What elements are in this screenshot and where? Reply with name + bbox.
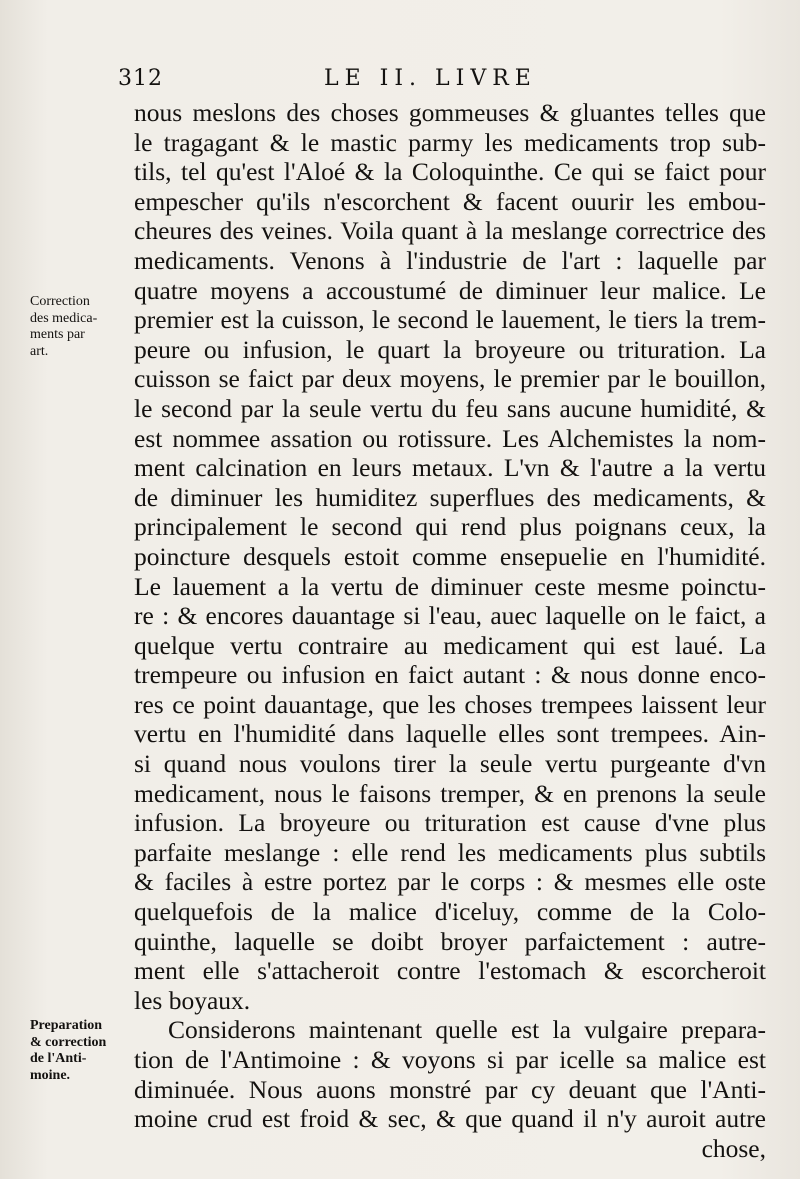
text-line: vertu en l'humidité dans laquelle elles sont trempees. Ain- — [134, 719, 766, 749]
margin-note-line: & correction — [30, 1034, 107, 1050]
text-line: trempeure ou infusion en faict autant : & nous donne enco- — [134, 660, 766, 690]
catchword: chose, — [701, 1133, 766, 1163]
text-line: diminuée. Nous auons monstré par cy deuant que l'Anti- — [134, 1074, 766, 1104]
text-line: medicaments. Venons à l'industrie de l'art : laquelle par — [134, 245, 766, 275]
margin-note-preparation — [30, 1018, 130, 1084]
text-line: parfaite meslange : elle rend les medicaments plus subtils — [134, 837, 766, 867]
page-header — [118, 66, 768, 96]
text-line: ment elle s'attacheroit contre l'estomach & escorcheroit — [134, 956, 766, 986]
text-line: le second par la seule vertu du feu sans aucune humidité, & — [134, 393, 766, 423]
margin-note-correction — [30, 294, 130, 360]
margin-note-line: ments par — [30, 327, 85, 342]
page-number: 312 — [118, 66, 163, 91]
text-line: tils, tel qu'est l'Aloé & la Coloquinthe. Ce qui se faict pour — [134, 157, 766, 187]
text-line: cheures des veines. Voila quant à la meslange correctrice des — [134, 216, 766, 246]
text-line: Le lauement a la vertu de diminuer ceste mesme poinctu- — [134, 571, 766, 601]
text-line: quatre moyens a accoustumé de diminuer leur malice. Le — [134, 275, 766, 305]
text-line: ment calcination en leurs metaux. L'vn & l'autre a la vertu — [134, 453, 766, 483]
text-line: peure ou infusion, le quart la broyeure ou trituration. La — [134, 334, 766, 364]
text-line: quinthe, laquelle se doibt broyer parfaictement : autre- — [134, 926, 766, 956]
margin-note-line: Preparation — [30, 1018, 103, 1033]
text-line: cuisson se faict par deux moyens, le premier par le bouillon, — [134, 364, 766, 394]
text-line: moine crud est froid & sec, & que quand il n'y auroit autre — [134, 1104, 766, 1134]
text-line: quelquefois de la malice d'iceluy, comme de la Colo- — [134, 897, 766, 927]
text-line: & faciles à estre portez par le corps : & mesmes elle oste — [134, 867, 766, 897]
margin-note-line: moine. — [30, 1067, 71, 1083]
text-line: est nommee assation ou rotissure. Les Alchemistes la nom- — [134, 423, 766, 453]
text-line: tion de l'Antimoine : & voyons si par icelle sa malice est — [134, 1045, 766, 1074]
text-line: nous meslons des choses gommeuses & gluantes telles que — [134, 98, 766, 127]
text-line: le tragagant & le mastic parmy les medicaments trop sub- — [134, 127, 766, 157]
margin-note-line: des medica- — [30, 310, 98, 326]
text-line: res ce point dauantage, que les choses trempees laissent leur — [134, 689, 766, 719]
margin-note-line: art. — [30, 343, 49, 359]
text-line: les boyaux. — [134, 985, 251, 1015]
text-line: de diminuer les humiditez superflues des medicaments, & — [134, 482, 766, 512]
body-text — [134, 98, 766, 1163]
text-line: re : & encores dauantage si l'eau, auec laquelle on le faict, a — [134, 601, 766, 631]
text-line: principalement le second qui rend plus poignans ceux, la — [134, 512, 766, 542]
text-line: poincture desquels estoit comme ensepuelie en l'humidité. — [134, 541, 766, 571]
text-line: si quand nous voulons tirer la seule vertu purgeante d'vn — [134, 749, 766, 779]
margin-note-line: de l'Anti- — [30, 1051, 87, 1066]
text-line: premier est la cuisson, le second le lauement, le tiers la trem- — [134, 305, 766, 335]
running-title: LE II. LIVRE — [324, 66, 537, 91]
text-line: infusion. La broyeure ou trituration est cause d'vne plus — [134, 808, 766, 838]
text-line: Considerons maintenant quelle est la vulgaire prepara- — [168, 1015, 766, 1045]
text-line: empescher qu'ils n'escorchent & facent ouurir les embou- — [134, 186, 766, 216]
text-line: medicament, nous le faisons tremper, & en prenons la seule — [134, 778, 766, 808]
margin-note-line: Correction — [30, 294, 90, 309]
text-line: quelque vertu contraire au medicament qui est laué. La — [134, 630, 766, 660]
